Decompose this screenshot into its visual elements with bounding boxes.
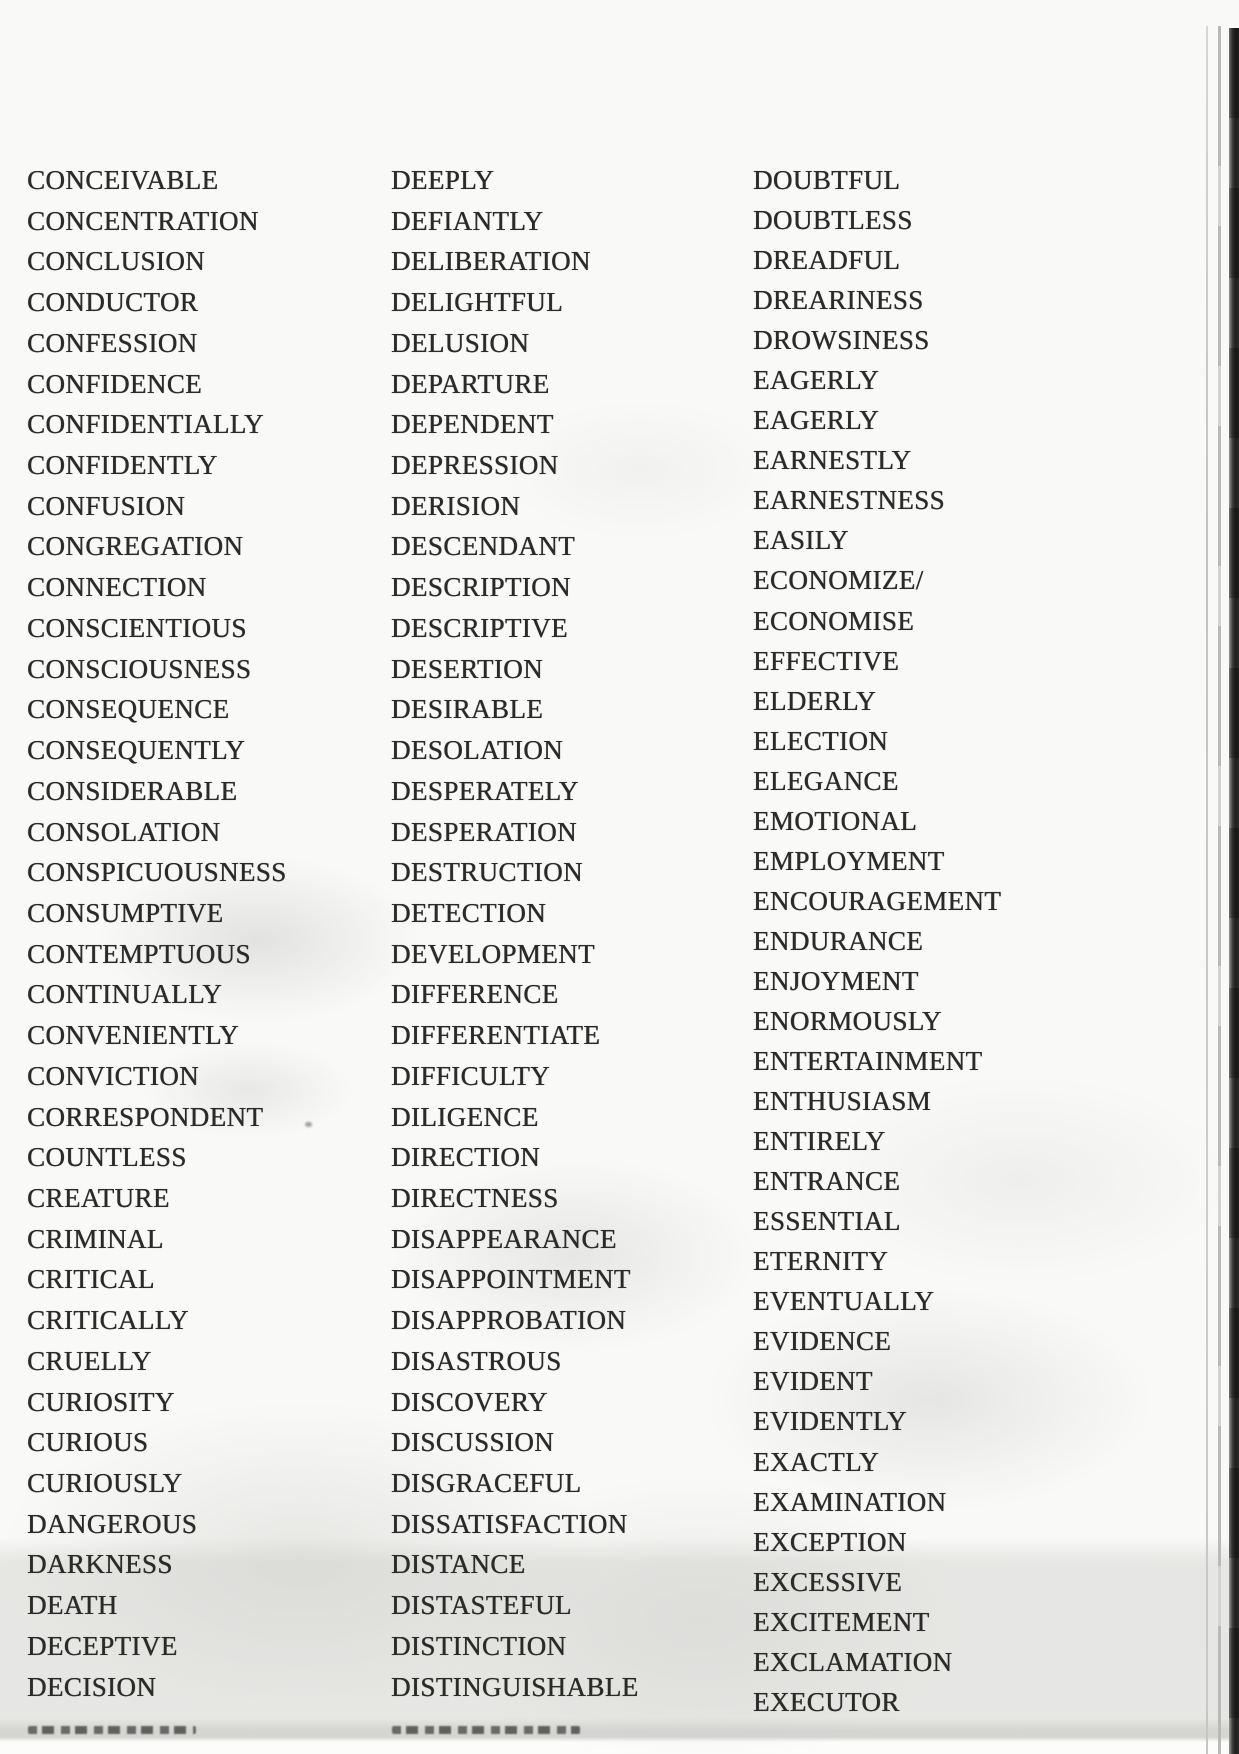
word-item: DISTINCTION <box>391 1630 567 1661</box>
word-item: DEVELOPMENT <box>391 938 595 969</box>
word-item: ENTIRELY <box>753 1126 886 1157</box>
scan-speck-artifact <box>305 1122 312 1127</box>
word-item: DISSATISFACTION <box>391 1508 628 1539</box>
word-item: DIRECTION <box>391 1142 541 1173</box>
word-item: DERISION <box>391 490 521 521</box>
word-item: CONCENTRATION <box>27 205 259 236</box>
word-item: EVIDENTLY <box>753 1406 907 1437</box>
word-item: DEFIANTLY <box>391 205 544 236</box>
word-item: CORRESPONDENT <box>27 1101 264 1132</box>
word-item: CONSEQUENCE <box>27 694 230 725</box>
word-item: CRIMINAL <box>27 1223 164 1254</box>
page-edge-line <box>1218 26 1221 1754</box>
word-item: EXECUTOR <box>753 1686 900 1717</box>
word-item: DESCENDANT <box>391 531 575 562</box>
word-item: DISCOVERY <box>391 1386 548 1417</box>
word-column-1 <box>27 160 287 1707</box>
word-item: CONFESSION <box>27 327 198 358</box>
word-item: CONVENIENTLY <box>27 1020 240 1051</box>
word-item: COUNTLESS <box>27 1142 187 1173</box>
word-item: EARNESTLY <box>753 445 912 476</box>
word-item: ENORMOUSLY <box>753 1005 942 1036</box>
word-item: CONFIDENCE <box>27 368 203 399</box>
word-item: DESERTION <box>391 653 543 684</box>
word-item: DOUBTLESS <box>753 205 913 236</box>
word-item: DISASTROUS <box>391 1345 562 1376</box>
word-item: DECEPTIVE <box>27 1630 178 1661</box>
word-item: DESPERATELY <box>391 775 579 806</box>
cutoff-word-remnant-column-1 <box>28 1726 196 1734</box>
word-item: DIFFERENTIATE <box>391 1020 601 1051</box>
word-item: CONFIDENTIALLY <box>27 409 264 440</box>
word-item: EXCITEMENT <box>753 1606 930 1637</box>
word-item: DIFFICULTY <box>391 1060 551 1091</box>
word-item: ENCOURAGEMENT <box>753 885 1002 916</box>
word-item: DISTANCE <box>391 1549 526 1580</box>
word-item: DESCRIPTION <box>391 572 571 603</box>
word-item: CRITICAL <box>27 1264 155 1295</box>
word-item: ECONOMISE <box>753 605 915 636</box>
word-item: ENTHUSIASM <box>753 1086 932 1117</box>
word-item: DISAPPROBATION <box>391 1305 627 1336</box>
word-item: EMPLOYMENT <box>753 845 945 876</box>
word-item: ENTERTAINMENT <box>753 1046 983 1077</box>
word-item: EXCEPTION <box>753 1526 907 1557</box>
word-item: EXCLAMATION <box>753 1646 953 1677</box>
word-item: CONFUSION <box>27 490 186 521</box>
word-item: DILIGENCE <box>391 1101 539 1132</box>
word-item: CONTINUALLY <box>27 979 223 1010</box>
word-item: EARNESTNESS <box>753 485 945 516</box>
word-item: DIRECTNESS <box>391 1182 559 1213</box>
word-item: ESSENTIAL <box>753 1206 901 1237</box>
word-item: DELIBERATION <box>391 246 591 277</box>
word-item: DETECTION <box>391 897 547 928</box>
page-edge-binding-strip <box>1229 28 1239 1754</box>
word-item: CURIOUS <box>27 1427 149 1458</box>
word-item: CONNECTION <box>27 572 207 603</box>
word-item: ENTRANCE <box>753 1166 901 1197</box>
word-item: DISAPPOINTMENT <box>391 1264 631 1295</box>
word-item: CONSIDERABLE <box>27 775 238 806</box>
word-item: EXACTLY <box>753 1446 880 1477</box>
word-item: EXAMINATION <box>753 1486 947 1517</box>
word-item: EAGERLY <box>753 405 880 436</box>
word-item: EMOTIONAL <box>753 805 918 836</box>
word-item: DEPARTURE <box>391 368 550 399</box>
word-item: CONSCIOUSNESS <box>27 653 252 684</box>
word-item: CRUELLY <box>27 1345 152 1376</box>
word-item: ECONOMIZE/ <box>753 565 924 596</box>
word-item: CREATURE <box>27 1182 170 1213</box>
word-item: CONVICTION <box>27 1060 199 1091</box>
word-item: DEPRESSION <box>391 450 559 481</box>
word-item: DESOLATION <box>391 735 563 766</box>
word-item: DISTASTEFUL <box>391 1590 572 1621</box>
word-item: ELEGANCE <box>753 765 899 796</box>
word-item: DARKNESS <box>27 1549 173 1580</box>
word-column-3 <box>753 160 1001 1722</box>
word-item: DEEPLY <box>391 165 495 195</box>
word-item: EVIDENT <box>753 1366 873 1397</box>
word-item: DISTINGUISHABLE <box>391 1671 639 1702</box>
word-item: CONSCIENTIOUS <box>27 612 247 643</box>
word-item: DREARINESS <box>753 285 924 316</box>
word-item: DEPENDENT <box>391 409 554 440</box>
word-item: EAGERLY <box>753 365 880 396</box>
word-item: ETERNITY <box>753 1246 889 1277</box>
word-item: CURIOSITY <box>27 1386 175 1417</box>
word-item: CONCEIVABLE <box>27 165 219 195</box>
word-item: CONSOLATION <box>27 816 221 847</box>
word-item: CURIOUSLY <box>27 1468 183 1498</box>
cutoff-word-remnant-column-2 <box>392 1726 580 1734</box>
word-item: DISAPPEARANCE <box>391 1223 617 1254</box>
word-item: EVENTUALLY <box>753 1286 935 1317</box>
word-item: ENJOYMENT <box>753 965 919 996</box>
word-item: EFFECTIVE <box>753 645 900 676</box>
word-item: DESIRABLE <box>391 694 544 725</box>
word-item: DIFFERENCE <box>391 979 559 1010</box>
word-item: ELDERLY <box>753 685 877 716</box>
word-item: EASILY <box>753 525 849 556</box>
word-item: CONGREGATION <box>27 531 244 562</box>
word-column-2 <box>391 160 638 1707</box>
word-item: CONDUCTOR <box>27 287 199 318</box>
word-item: CONSEQUENTLY <box>27 735 246 766</box>
word-item: ENDURANCE <box>753 925 924 956</box>
word-item: ELECTION <box>753 725 889 756</box>
word-item: DEATH <box>27 1590 118 1621</box>
word-item: CONSPICUOUSNESS <box>27 857 287 888</box>
word-item: DISCUSSION <box>391 1427 555 1458</box>
word-item: DESTRUCTION <box>391 857 583 888</box>
word-item: DESPERATION <box>391 816 577 847</box>
page-edge-line <box>1206 26 1208 1754</box>
word-item: DANGEROUS <box>27 1508 198 1539</box>
word-item: DESCRIPTIVE <box>391 612 568 643</box>
word-item: CONFIDENTLY <box>27 450 218 481</box>
word-item: DECISION <box>27 1671 157 1702</box>
word-item: DROWSINESS <box>753 325 930 356</box>
word-item: DELIGHTFUL <box>391 287 563 318</box>
word-item: EXCESSIVE <box>753 1566 903 1597</box>
word-item: CONSUMPTIVE <box>27 897 224 928</box>
word-item: DELUSION <box>391 327 530 358</box>
word-item: DOUBTFUL <box>753 165 901 195</box>
word-item: CRITICALLY <box>27 1305 189 1336</box>
word-item: DREADFUL <box>753 245 901 276</box>
word-item: EVIDENCE <box>753 1326 892 1357</box>
word-item: CONCLUSION <box>27 246 206 277</box>
word-item: DISGRACEFUL <box>391 1468 582 1498</box>
word-item: CONTEMPTUOUS <box>27 938 251 969</box>
